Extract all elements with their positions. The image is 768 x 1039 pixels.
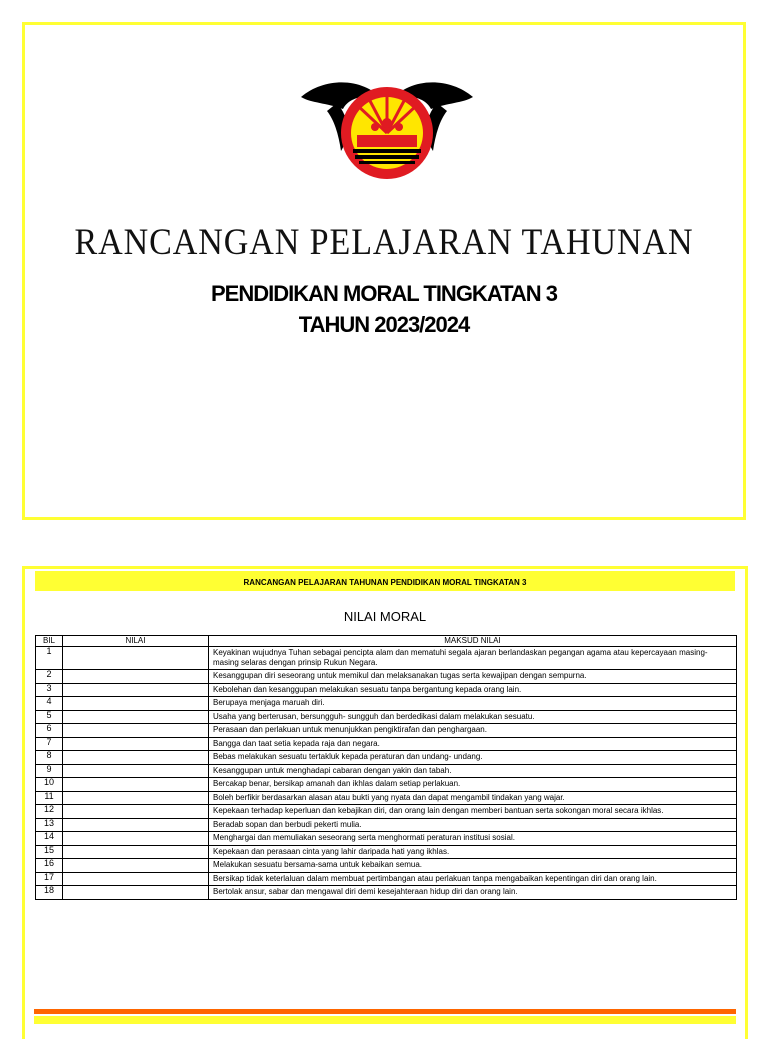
table-row [36, 697, 737, 711]
table-row [36, 872, 737, 886]
cell-maksud: Perasaan dan perlakuan untuk menunjukkan pengiktirafan dan penghargaan. [209, 724, 737, 738]
table-row [36, 737, 737, 751]
cell-bil: 10 [36, 778, 63, 792]
cell-nilai [63, 751, 209, 765]
cell-bil: 18 [36, 886, 63, 900]
cell-nilai [63, 791, 209, 805]
cell-bil: 16 [36, 859, 63, 873]
cell-maksud: Beradab sopan dan berbudi pekerti mulia. [209, 818, 737, 832]
cover-subtitle-year: TAHUN 2023/2024 [298, 312, 470, 337]
table-row [36, 683, 737, 697]
table-row [36, 818, 737, 832]
cell-maksud: Kesanggupan untuk menghadapi cabaran dengan yakin dan tabah. [209, 764, 737, 778]
cell-nilai [63, 818, 209, 832]
cell-nilai [63, 647, 209, 670]
table-header-row [36, 636, 737, 647]
cell-bil: 13 [36, 818, 63, 832]
cover-title: RANCANGAN PELAJARAN TAHUNAN [74, 222, 694, 263]
cell-maksud: Melakukan sesuatu bersama-sama untuk kebaikan semua. [209, 859, 737, 873]
header-bil: BIL [36, 636, 63, 647]
cell-maksud: Bersikap tidak keterlaluan dalam membuat pertimbangan atau perlakuan tanpa mengabaikan kepentingan diri dan orang lain. [209, 872, 737, 886]
cell-nilai [63, 764, 209, 778]
cell-nilai [63, 724, 209, 738]
cell-nilai [63, 737, 209, 751]
cell-bil: 7 [36, 737, 63, 751]
cell-maksud: Bangga dan taat setia kepada raja dan negara. [209, 737, 737, 751]
table-row [36, 778, 737, 792]
cell-nilai [63, 859, 209, 873]
header-nilai: NILAI [63, 636, 209, 647]
cell-maksud: Kepekaan dan perasaan cinta yang lahir daripada hati yang ikhlas. [209, 845, 737, 859]
cell-bil: 5 [36, 710, 63, 724]
cell-bil: 3 [36, 683, 63, 697]
cell-bil: 14 [36, 832, 63, 846]
cell-maksud: Bertolak ansur, sabar dan mengawal diri demi kesejahteraan hidup diri dan orang lain. [209, 886, 737, 900]
table-row [36, 724, 737, 738]
table-row [36, 710, 737, 724]
cell-bil: 12 [36, 805, 63, 819]
cell-nilai [63, 872, 209, 886]
cell-nilai [63, 845, 209, 859]
cell-maksud: Keyakinan wujudnya Tuhan sebagai pencipta alam dan mematuhi segala ajaran berlandaskan pegangan agama atau kepercayaan masing- masing selaras dengan prinsip Rukun Negara. [209, 647, 737, 670]
table-row [36, 886, 737, 900]
section-title: NILAI MORAL [343, 609, 427, 624]
cell-bil: 9 [36, 764, 63, 778]
table-row [36, 805, 737, 819]
cell-maksud: Berupaya menjaga maruah diri. [209, 697, 737, 711]
page-header-band: RANCANGAN PELAJARAN TAHUNAN PENDIDIKAN MORAL TINGKATAN 3 [35, 571, 735, 591]
table-row [36, 751, 737, 765]
cell-nilai [63, 778, 209, 792]
cell-maksud: Kebolehan dan kesanggupan melakukan sesuatu tanpa bergantung kepada orang lain. [209, 683, 737, 697]
cover-page [22, 22, 746, 520]
cell-nilai [63, 670, 209, 684]
logo-bottom-text: ROHANI, JASMANI, INTELEK [340, 169, 436, 197]
cell-nilai [63, 805, 209, 819]
table-row [36, 670, 737, 684]
cell-bil: 6 [36, 724, 63, 738]
table-row [36, 791, 737, 805]
cell-nilai [63, 886, 209, 900]
svg-text:SMK SUBIS [359, 63, 414, 80]
cell-maksud: Kepekaan terhadap keperluan dan kebajikan diri, dan orang lain dengan memberi bantuan serta sokongan moral secara ikhlas. [209, 805, 737, 819]
cell-bil: 11 [36, 791, 63, 805]
cell-bil: 1 [36, 647, 63, 670]
cell-bil: 2 [36, 670, 63, 684]
cell-nilai [63, 832, 209, 846]
school-crest-logo [297, 57, 477, 197]
logo-top-text: SMK SUBIS [359, 63, 415, 81]
cell-bil: 8 [36, 751, 63, 765]
table-row [36, 832, 737, 846]
bottom-rule [34, 1009, 736, 1014]
cell-maksud: Bercakap benar, bersikap amanah dan ikhlas dalam setiap perlakuan. [209, 778, 737, 792]
cover-subtitle-subject: PENDIDIKAN MORAL TINGKATAN 3 [211, 281, 557, 306]
bottom-band [34, 1016, 736, 1024]
table-row [36, 647, 737, 670]
cell-maksud: Menghargai dan memuliakan seseorang serta menghormati peraturan institusi sosial. [209, 832, 737, 846]
table-row [36, 859, 737, 873]
cell-bil: 17 [36, 872, 63, 886]
cell-maksud: Usaha yang berterusan, bersungguh- sungguh dan berdedikasi dalam melakukan sesuatu. [209, 710, 737, 724]
cell-maksud: Kesanggupan diri seseorang untuk memikul dan melaksanakan tugas serta kewajipan dengan sempurna. [209, 670, 737, 684]
cell-maksud: Bebas melakukan sesuatu tertakluk kepada peraturan dan undang- undang. [209, 751, 737, 765]
cell-nilai [63, 697, 209, 711]
table-row [36, 764, 737, 778]
header-maksud-nilai: MAKSUD NILAI [209, 636, 737, 647]
cell-nilai [63, 683, 209, 697]
cell-bil: 15 [36, 845, 63, 859]
cell-nilai [63, 710, 209, 724]
cell-bil: 4 [36, 697, 63, 711]
cell-maksud: Boleh berfikir berdasarkan alasan atau bukti yang nyata dan dapat mengambil tindakan yang wajar. [209, 791, 737, 805]
table-row [36, 845, 737, 859]
nilai-moral-table [35, 635, 737, 900]
nilai-moral-page [22, 566, 748, 1039]
